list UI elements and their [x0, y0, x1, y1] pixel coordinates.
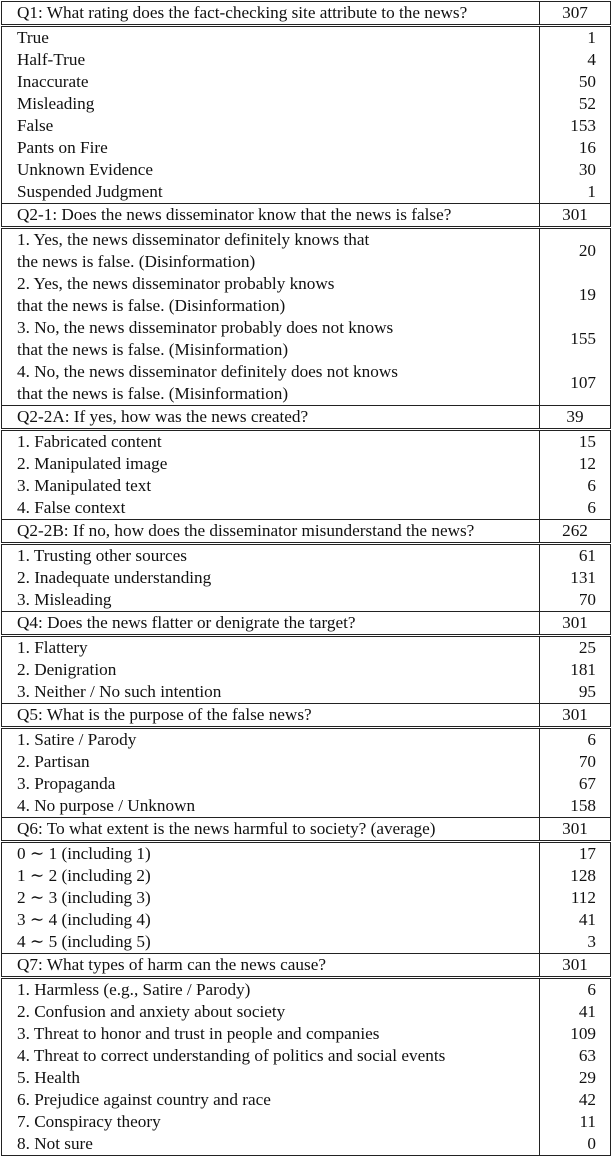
answer-label — [2, 842, 540, 866]
answer-label-line: 3. Misleading — [17, 590, 112, 609]
answer-label — [2, 751, 540, 773]
answer-count: 20 — [540, 228, 611, 274]
answer-label — [2, 497, 540, 520]
answer-label — [2, 909, 540, 931]
table-row — [2, 887, 611, 909]
table-row — [2, 728, 611, 752]
table-row — [2, 228, 611, 274]
answer-count: 67 — [540, 773, 611, 795]
table-row — [2, 1023, 611, 1045]
question-total: 301 — [540, 612, 611, 636]
answer-label-line: 8. Not sure — [17, 1134, 93, 1153]
answer-label — [2, 137, 540, 159]
question-total: 301 — [540, 954, 611, 978]
question-text: Q4: Does the news flatter or denigrate the target? — [2, 612, 540, 636]
table-row — [2, 137, 611, 159]
answer-label-line: Unknown Evidence — [17, 160, 154, 179]
table-row — [2, 93, 611, 115]
table-row — [2, 681, 611, 704]
table-row — [2, 71, 611, 93]
answer-count: 3 — [540, 931, 611, 954]
answer-count: 128 — [540, 865, 611, 887]
question-text: Q7: What types of harm can the news cause? — [2, 954, 540, 978]
answer-label-line: the news is false. (Disinformation) — [17, 252, 256, 271]
answer-count: 131 — [540, 567, 611, 589]
answer-label-line: False — [17, 116, 54, 135]
answer-count: 17 — [540, 842, 611, 866]
answer-label-line: True — [17, 28, 49, 47]
answer-label-line: Inaccurate — [17, 72, 89, 91]
answer-label-line: 1. Flattery — [17, 638, 88, 657]
answer-label-line: 1. Yes, the news disseminator definitely knows that — [17, 230, 370, 249]
answer-label — [2, 1133, 540, 1156]
answer-label — [2, 1045, 540, 1067]
answer-label — [2, 931, 540, 954]
answer-label-line: 2. Confusion and anxiety about society — [17, 1002, 286, 1021]
answer-label-line: 3. Threat to honor and trust in people and companies — [17, 1024, 380, 1043]
answer-count: 11 — [540, 1111, 611, 1133]
answer-label-line: 2. Denigration — [17, 660, 117, 679]
answer-count: 41 — [540, 1001, 611, 1023]
answer-label — [2, 1089, 540, 1111]
table-row — [2, 273, 611, 317]
answer-label-line: that the news is false. (Misinformation) — [17, 340, 289, 359]
answer-label — [2, 1001, 540, 1023]
answer-label-line: Suspended Judgment — [17, 182, 163, 201]
answer-label — [2, 681, 540, 704]
answer-count: 63 — [540, 1045, 611, 1067]
answer-count: 50 — [540, 71, 611, 93]
answer-label — [2, 361, 540, 406]
table-row — [2, 1111, 611, 1133]
answer-label — [2, 773, 540, 795]
answer-label — [2, 589, 540, 612]
table-row — [2, 659, 611, 681]
answer-label-line: 1. Trusting other sources — [17, 546, 187, 565]
answer-count: 95 — [540, 681, 611, 704]
table-row — [2, 49, 611, 71]
table-body — [2, 2, 611, 1156]
table-row — [2, 544, 611, 568]
answer-count: 52 — [540, 93, 611, 115]
section-header-row — [2, 704, 611, 728]
answer-label-line: 4. Threat to correct understanding of politics and social events — [17, 1046, 446, 1065]
answer-label-line: 4. No, the news disseminator definitely does not knows — [17, 362, 398, 381]
table-row — [2, 1045, 611, 1067]
answer-label — [2, 115, 540, 137]
table-row — [2, 1067, 611, 1089]
answer-label-line: 6. Prejudice against country and race — [17, 1090, 271, 1109]
answer-label — [2, 181, 540, 204]
answer-label-line: 5. Health — [17, 1068, 81, 1087]
answer-label — [2, 273, 540, 317]
answer-label — [2, 1023, 540, 1045]
answer-label-line: 3. No, the news disseminator probably does not knows — [17, 318, 394, 337]
answer-count: 12 — [540, 453, 611, 475]
answer-label — [2, 978, 540, 1002]
table-row — [2, 865, 611, 887]
answer-label-line: 4. No purpose / Unknown — [17, 796, 196, 815]
answer-label-line: 3. Manipulated text — [17, 476, 152, 495]
answer-label — [2, 317, 540, 361]
section-header-row — [2, 520, 611, 544]
answer-label — [2, 93, 540, 115]
answer-label — [2, 475, 540, 497]
table-row — [2, 978, 611, 1002]
survey-results-table — [1, 1, 611, 1156]
table-row — [2, 909, 611, 931]
question-total: 307 — [540, 2, 611, 26]
answer-label-line: 2. Manipulated image — [17, 454, 168, 473]
question-total: 262 — [540, 520, 611, 544]
answer-label — [2, 430, 540, 454]
answer-count: 107 — [540, 361, 611, 406]
table-row — [2, 1133, 611, 1156]
question-total: 301 — [540, 818, 611, 842]
answer-count: 6 — [540, 728, 611, 752]
question-text: Q5: What is the purpose of the false news? — [2, 704, 540, 728]
answer-label — [2, 544, 540, 568]
answer-label-line: Misleading — [17, 94, 95, 113]
question-text: Q1: What rating does the fact-checking site attribute to the news? — [2, 2, 540, 26]
answer-label-line: 4. False context — [17, 498, 126, 517]
answer-label-line: that the news is false. (Misinformation) — [17, 384, 289, 403]
table-row — [2, 1001, 611, 1023]
question-total: 39 — [540, 406, 611, 430]
answer-label-line: 0 ∼ 1 (including 1) — [17, 844, 151, 863]
answer-count: 61 — [540, 544, 611, 568]
answer-label-line: 3 ∼ 4 (including 4) — [17, 910, 151, 929]
question-text: Q2-1: Does the news disseminator know that the news is false? — [2, 204, 540, 228]
answer-count: 109 — [540, 1023, 611, 1045]
answer-label-line: 2. Yes, the news disseminator probably knows — [17, 274, 335, 293]
answer-label — [2, 71, 540, 93]
answer-count: 6 — [540, 978, 611, 1002]
table-row — [2, 842, 611, 866]
table-row — [2, 115, 611, 137]
table-row — [2, 636, 611, 660]
section-header-row — [2, 612, 611, 636]
answer-count: 112 — [540, 887, 611, 909]
table-row — [2, 430, 611, 454]
answer-count: 19 — [540, 273, 611, 317]
table-row — [2, 475, 611, 497]
answer-label-line: 1 ∼ 2 (including 2) — [17, 866, 151, 885]
answer-label-line: 1. Fabricated content — [17, 432, 162, 451]
answer-count: 70 — [540, 589, 611, 612]
answer-label-line: Half-True — [17, 50, 86, 69]
table-row — [2, 317, 611, 361]
answer-count: 155 — [540, 317, 611, 361]
answer-label — [2, 636, 540, 660]
answer-count: 181 — [540, 659, 611, 681]
answer-label-line: 2 ∼ 3 (including 3) — [17, 888, 151, 907]
answer-label — [2, 1111, 540, 1133]
answer-count: 70 — [540, 751, 611, 773]
answer-label — [2, 728, 540, 752]
table-row — [2, 773, 611, 795]
table-row — [2, 751, 611, 773]
answer-label-line: 7. Conspiracy theory — [17, 1112, 161, 1131]
answer-label — [2, 887, 540, 909]
answer-count: 16 — [540, 137, 611, 159]
table-row — [2, 181, 611, 204]
answer-label — [2, 567, 540, 589]
table-row — [2, 159, 611, 181]
answer-count: 42 — [540, 1089, 611, 1111]
answer-count: 0 — [540, 1133, 611, 1156]
answer-label-line: 3. Neither / No such intention — [17, 682, 222, 701]
table-row — [2, 497, 611, 520]
answer-count: 6 — [540, 497, 611, 520]
answer-count: 29 — [540, 1067, 611, 1089]
answer-label-line: 2. Partisan — [17, 752, 90, 771]
section-header-row — [2, 818, 611, 842]
answer-label — [2, 453, 540, 475]
answer-count: 15 — [540, 430, 611, 454]
table-row — [2, 589, 611, 612]
answer-label-line: Pants on Fire — [17, 138, 108, 157]
question-text: Q2-2A: If yes, how was the news created? — [2, 406, 540, 430]
answer-label — [2, 49, 540, 71]
answer-label-line: that the news is false. (Disinformation) — [17, 296, 286, 315]
answer-label-line: 2. Inadequate understanding — [17, 568, 212, 587]
section-header-row — [2, 954, 611, 978]
table-row — [2, 26, 611, 50]
answer-label — [2, 659, 540, 681]
question-total: 301 — [540, 204, 611, 228]
section-header-row — [2, 2, 611, 26]
question-total: 301 — [540, 704, 611, 728]
section-header-row — [2, 204, 611, 228]
table-row — [2, 795, 611, 818]
answer-label — [2, 159, 540, 181]
section-header-row — [2, 406, 611, 430]
answer-count: 41 — [540, 909, 611, 931]
answer-label-line: 1. Harmless (e.g., Satire / Parody) — [17, 980, 251, 999]
answer-count: 153 — [540, 115, 611, 137]
table-row — [2, 361, 611, 406]
answer-label — [2, 1067, 540, 1089]
table-row — [2, 1089, 611, 1111]
table-row — [2, 567, 611, 589]
answer-label — [2, 26, 540, 50]
answer-label — [2, 795, 540, 818]
answer-label — [2, 228, 540, 274]
answer-count: 1 — [540, 181, 611, 204]
answer-label-line: 4 ∼ 5 (including 5) — [17, 932, 151, 951]
answer-label-line: 3. Propaganda — [17, 774, 116, 793]
answer-label — [2, 865, 540, 887]
question-text: Q6: To what extent is the news harmful to society? (average) — [2, 818, 540, 842]
answer-count: 4 — [540, 49, 611, 71]
answer-label-line: 1. Satire / Parody — [17, 730, 137, 749]
answer-count: 30 — [540, 159, 611, 181]
answer-count: 158 — [540, 795, 611, 818]
answer-count: 6 — [540, 475, 611, 497]
table-row — [2, 453, 611, 475]
answer-count: 25 — [540, 636, 611, 660]
table-row — [2, 931, 611, 954]
question-text: Q2-2B: If no, how does the disseminator misunderstand the news? — [2, 520, 540, 544]
answer-count: 1 — [540, 26, 611, 50]
